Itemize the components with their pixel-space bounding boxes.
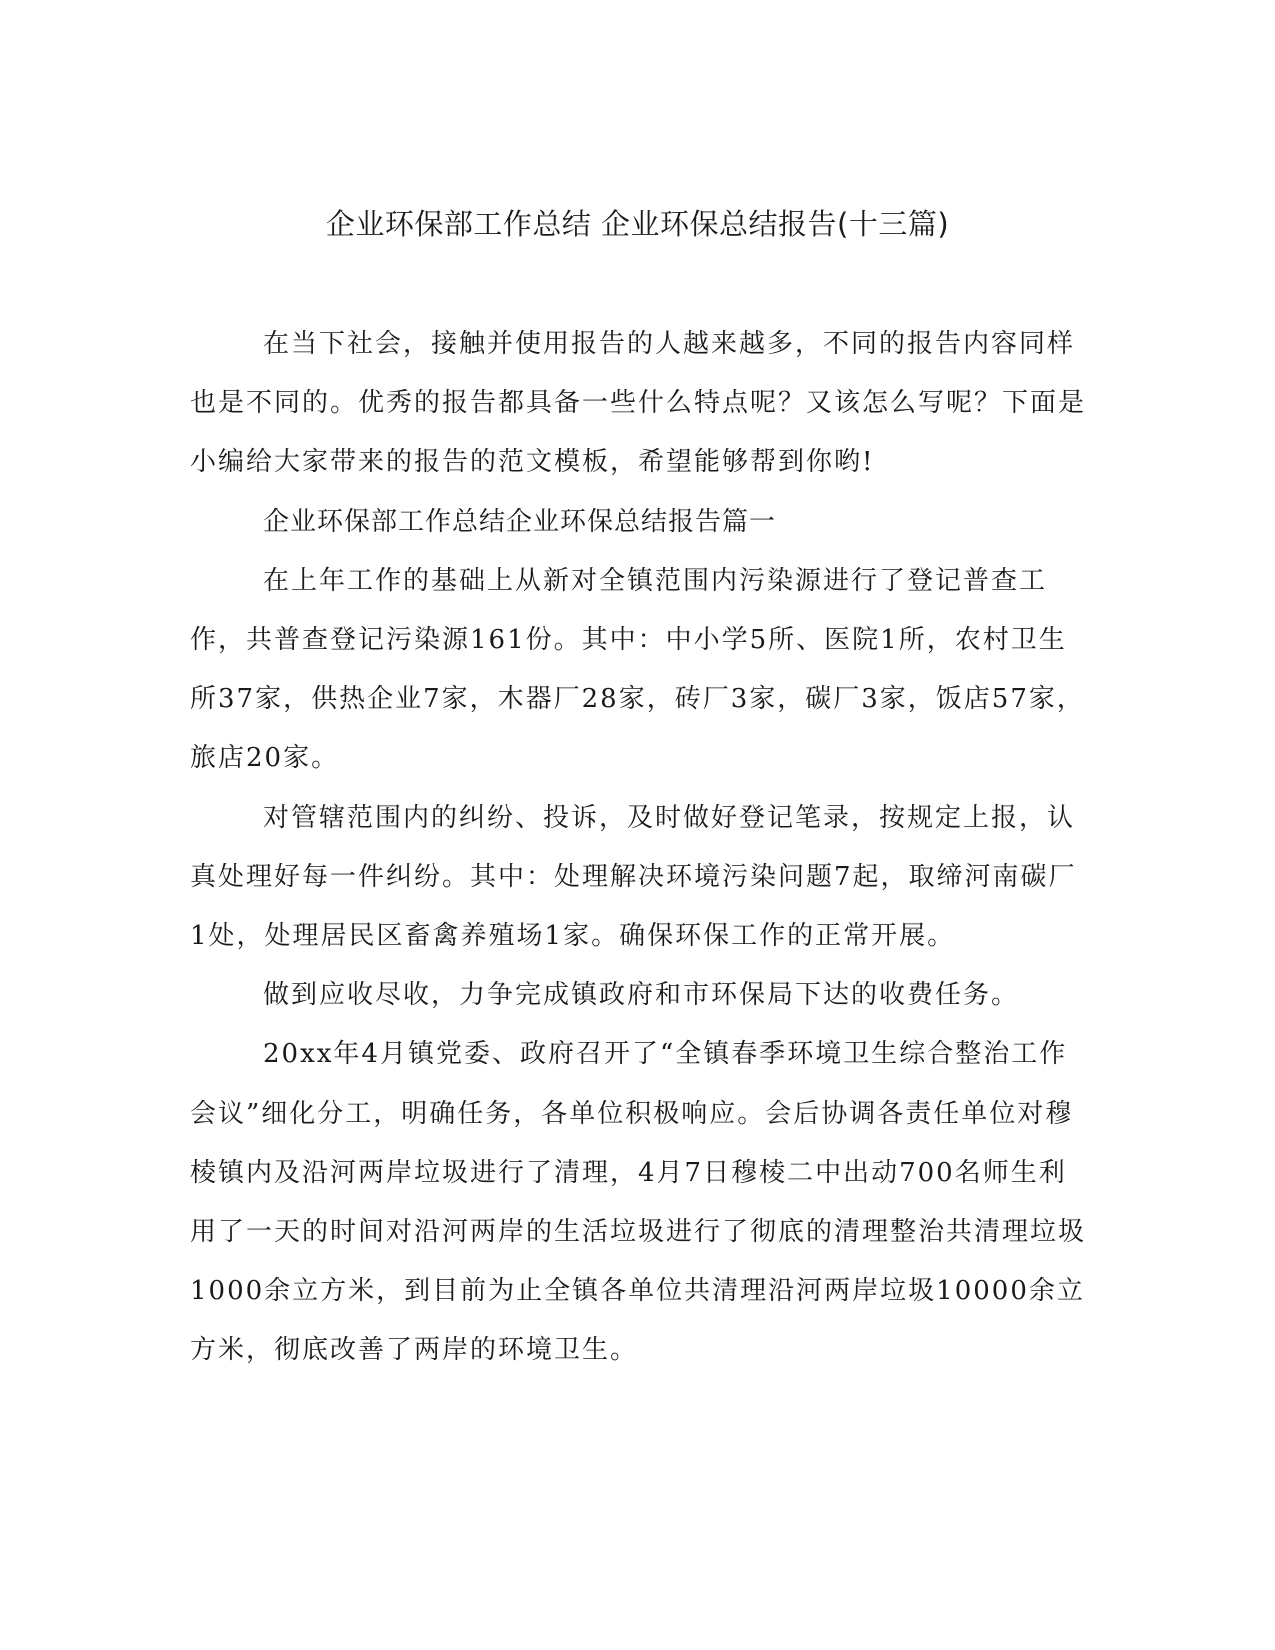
paragraph-intro: 在当下社会，接触并使用报告的人越来越多，不同的报告内容同样也是不同的。优秀的报告都具备一些什么特点呢？又该怎么写呢？下面是小编给大家带来的报告的范文模板，希望能够帮到你哟! [190,329,1087,478]
document-title: 企业环保部工作总结 企业环保总结报告(十三篇) [325,207,950,241]
document-body [190,315,1090,1381]
paragraph-disputes: 对管辖范围内的纠纷、投诉，及时做好登记笔录，按规定上报，认真处理好每一件纠纷。其中：处理解决环境污染问题7起，取缔河南碳厂1处，处理居民区畜禽养殖场1家。确保环保工作的正常开展。 [190,802,1077,952]
paragraph-fees: 做到应收尽收，力争完成镇政府和市环保局下达的收费任务。 [263,980,1020,1011]
paragraph-pollution-survey: 在上年工作的基础上从新对全镇范围内污染源进行了登记普查工作，共普查登记污染源161份。其中：中小学5所、医院1所，农村卫生所37家，供热企业7家，木器厂28家，砖厂3家，碳厂3家，饭店57家，旅店20家。 [190,565,1085,774]
section-heading: 企业环保部工作总结企业环保总结报告篇一 [263,506,777,537]
paragraph-cleanup: 20xx年4月镇党委、政府召开了“全镇春季环境卫生综合整治工作会议”细化分工，明确任务，各单位积极响应。会后协调各责任单位对穆棱镇内及沿河两岸垃圾进行了清理，4月7日穆棱二中出动700名师生利用了一天的时间对沿河两岸的生活垃圾进行了彻底的清理整治共清理垃圾1000余立方米，到目前为止全镇各单位共清理沿河两岸垃圾10000余立方米，彻底改善了两岸的环境卫生。 [190,1039,1087,1366]
